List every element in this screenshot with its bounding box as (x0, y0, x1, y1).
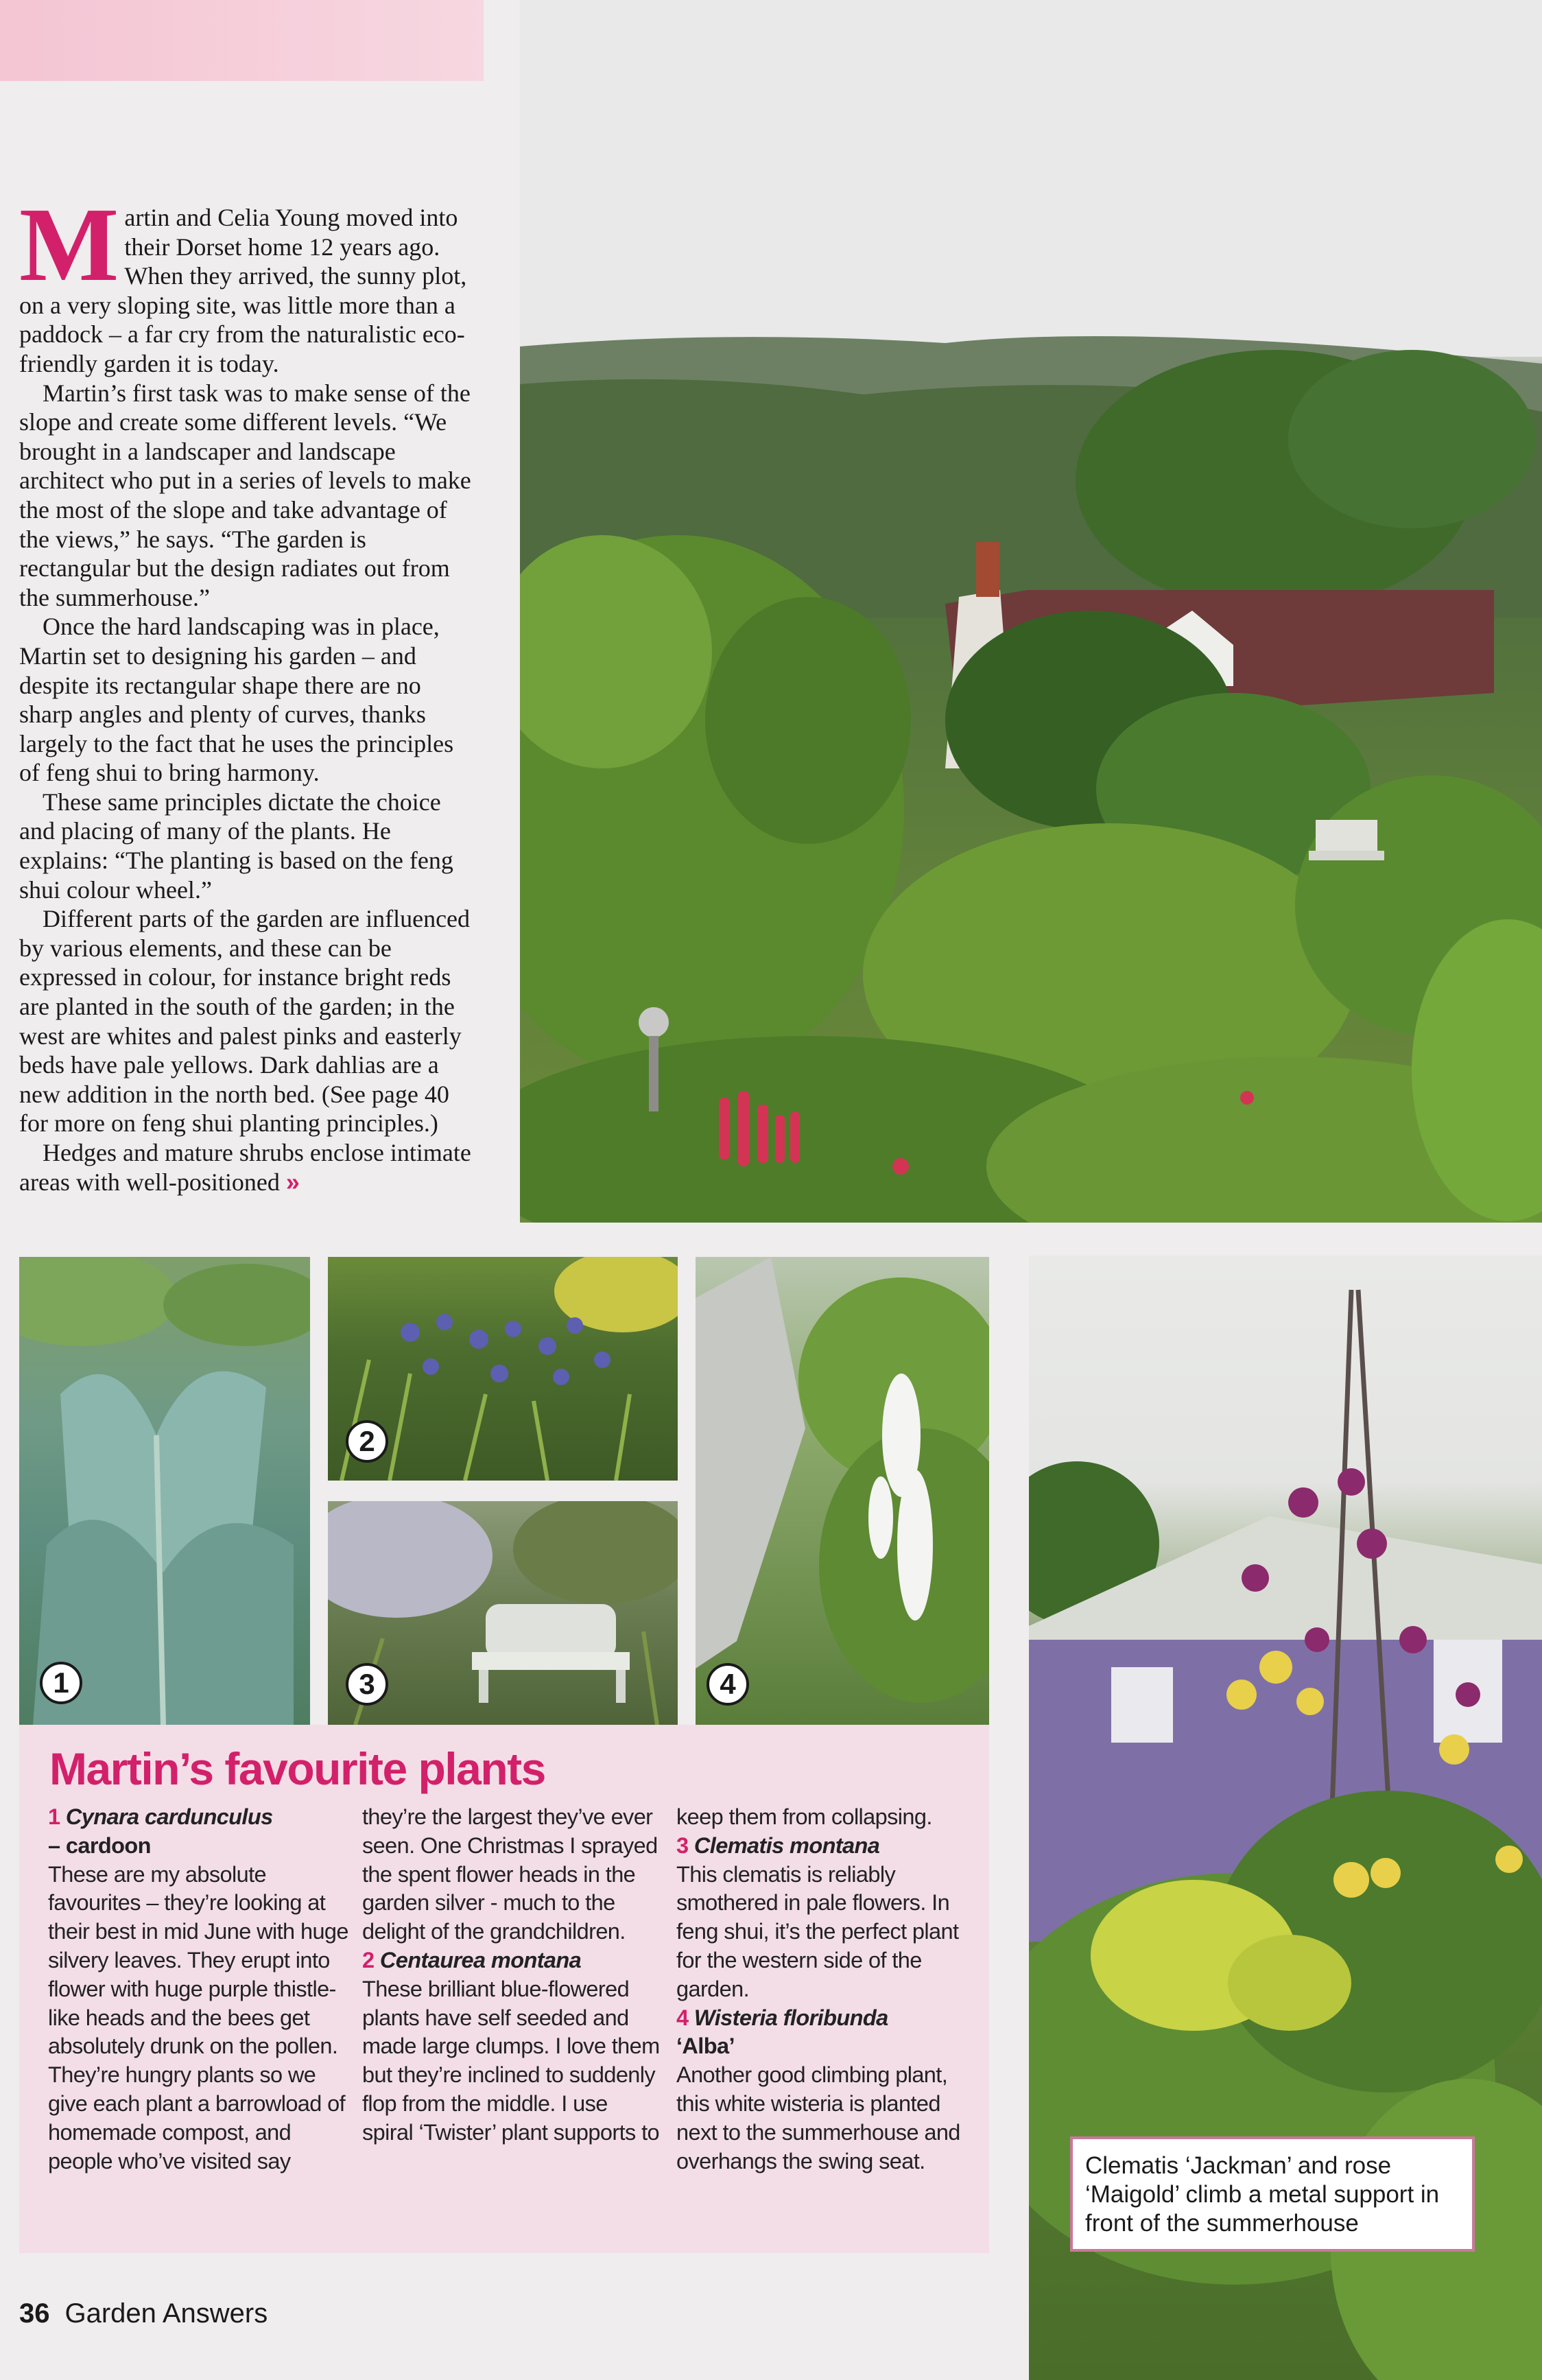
photo-number-3: 3 (346, 1663, 388, 1706)
favourites-column-3 (676, 1803, 978, 2176)
wisteria-scene (696, 1257, 989, 1725)
plant-latin-name: Clematis montana (693, 1833, 880, 1858)
plant-latin-name: Cynara cardunculus (65, 1804, 273, 1829)
plant-number: 1 (48, 1804, 60, 1829)
garden-scene (520, 0, 1542, 1223)
plant-common-name: – cardoon (48, 1833, 151, 1858)
plant-latin-name: Centaurea montana (379, 1947, 582, 1972)
photo-number-2: 2 (346, 1420, 388, 1463)
plant-number: 3 (676, 1833, 689, 1858)
intro-paragraph-2: Martin’s first task was to make sense of the slope and create some different levels. “We brought in a landscaper and landscape architect who put in a series of levels to make the most of the slope and take advantage of the views,” he says. “The garden is rectangular but the design radiates out from the summerhouse.” (19, 379, 471, 611)
intro-paragraph-4: These same principles dictate the choice and placing of many of the plants. He explains: “The planting is based on the feng shui colour wheel.” (19, 788, 453, 904)
favourites-column-1 (48, 1803, 350, 2176)
photo-cardoon (19, 1257, 310, 1725)
intro-paragraph-3: Once the hard landscaping was in place, Martin set to designing his garden – and despite its rectangular shape there are no sharp angles and plenty of curves, thanks largely to the fact that he uses the principles of feng shui to bring harmony. (19, 613, 454, 787)
plant-description: These brilliant blue-flowered plants have self seeded and made large clumps. I love them but they’re inclined to suddenly flop from the middle. I use spiral ‘Twister’ plant supports to (362, 1976, 660, 2145)
intro-paragraph-5: Different parts of the garden are influenced by various elements, and these can be expressed in colour, for instance bright reds are planted in the south of the garden; in the west are whites and palest pinks and easterly beds have pale yellows. Dark dahlias are a new addition in the north bed. (See page 40 for more on feng shui planting principles.) (19, 905, 471, 1138)
favourites-title: Martin’s favourite plants (49, 1743, 545, 1794)
photo-bench (328, 1501, 678, 1725)
intro-article-text (19, 187, 479, 1197)
plant-number: 2 (362, 1947, 375, 1972)
hero-garden-photo (520, 0, 1542, 1223)
continue-arrow-icon: » (285, 1167, 300, 1196)
page-number: 36 (19, 2298, 50, 2329)
plant-description: This clematis is reliably smothered in pale flowers. In feng shui, it’s the perfect plant for the western side of the garden. (676, 1861, 959, 2001)
plant-number: 4 (676, 2005, 689, 2030)
plant-description-continued: keep them from collapsing. (676, 1804, 932, 1829)
favourites-column-2 (362, 1803, 664, 2147)
photo-centaurea (328, 1257, 678, 1481)
plant-latin-name: Wisteria floribunda (693, 2005, 888, 2030)
photo-number-1: 1 (40, 1662, 82, 1704)
intro-paragraph-6: Hedges and mature shrubs enclose intimate areas with well-positioned » (19, 1139, 471, 1196)
intro-paragraph-1: Martin and Celia Young moved into their Dorset home 12 years ago. When they arrived, the sunny plot, on a very sloping site, was little more than a paddock – a far cry from the naturalistic eco-friendly garden it is today. (19, 187, 467, 377)
plant-description: Another good climbing plant, this white wisteria is planted next to the summerhouse and overhangs the swing seat. (676, 2062, 960, 2173)
page-footer (19, 2298, 268, 2329)
plant-description: These are my absolute favourites – they’re looking at their best in mid June with huge silvery leaves. They erupt into flower with huge purple thistle-like heads and the bees get absolutely drunk on the pollen. They’re hungry plants so we give each plant a barrowload of homemade compost, and people who’ve visited say (48, 1861, 348, 2173)
cardoon-leaves (19, 1257, 310, 1725)
photo-caption: Clematis ‘Jackman’ and rose ‘Maigold’ climb a metal support in front of the summerhouse (1070, 2136, 1475, 2252)
plant-description-continued: they’re the largest they’ve ever seen. One Christmas I sprayed the spent flower heads in the garden silver - much to the delight of the grandchildren. (362, 1804, 658, 1944)
drop-cap: M (19, 187, 119, 303)
top-banner (0, 0, 484, 81)
photo-number-4: 4 (707, 1663, 749, 1706)
plant-cultivar-name: ‘Alba’ (676, 2034, 735, 2059)
photo-wisteria (696, 1257, 989, 1725)
magazine-name: Garden Answers (64, 2298, 268, 2329)
